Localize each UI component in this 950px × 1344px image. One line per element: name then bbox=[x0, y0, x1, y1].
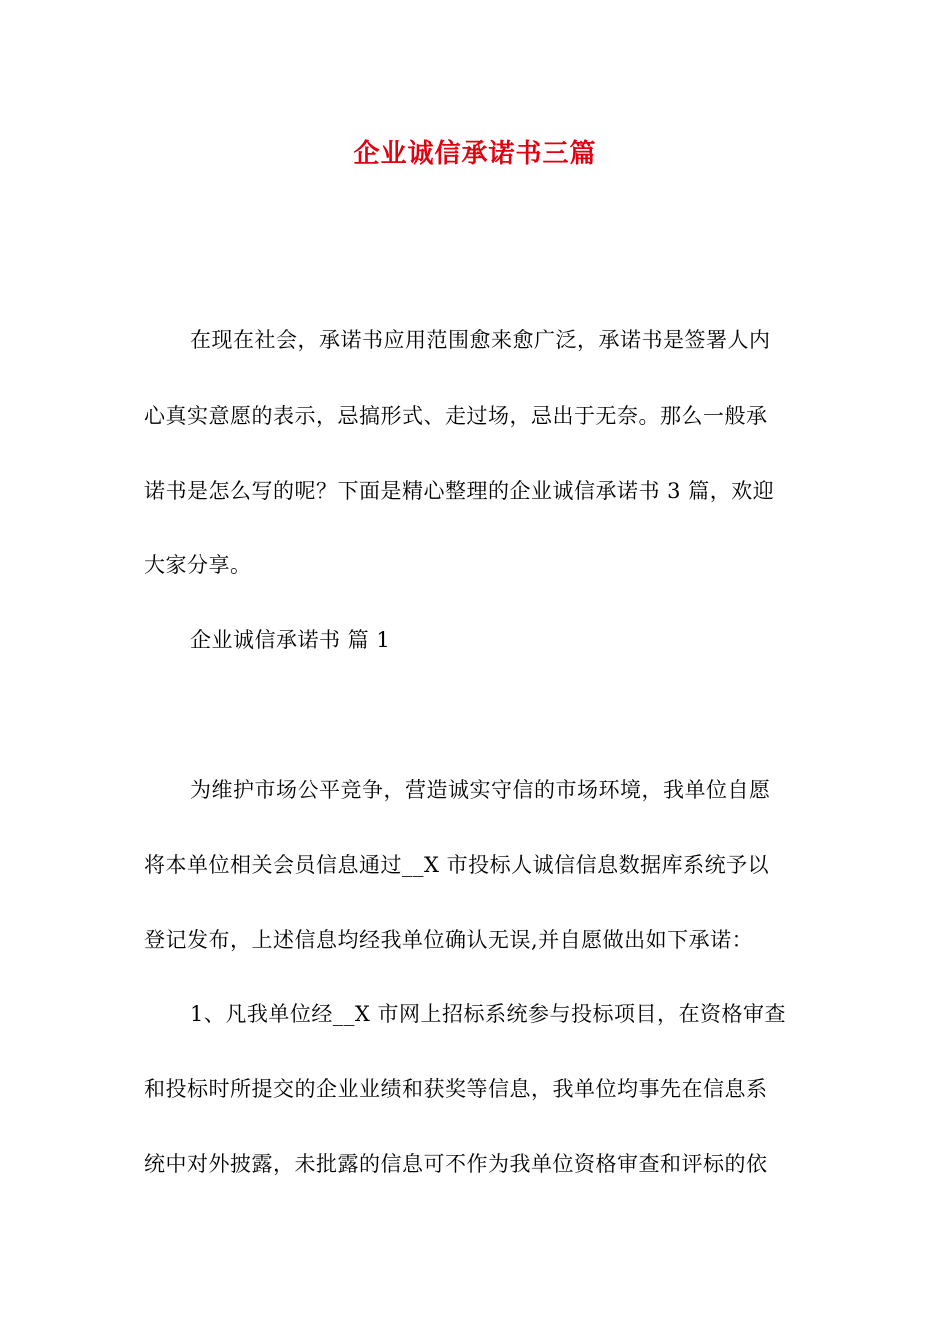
paragraph-line-intro-4: 大家分享。 bbox=[144, 553, 252, 577]
paragraph-line-body-4: 1、凡我单位经__X 市网上招标系统参与投标项目，在资格审查 bbox=[190, 1002, 786, 1026]
paragraph-line-body-2: 将本单位相关会员信息通过__X 市投标人诚信信息数据库系统予以 bbox=[144, 853, 770, 877]
paragraph-line-intro-3: 诺书是怎么写的呢？下面是精心整理的企业诚信承诺书 3 篇，欢迎 bbox=[144, 479, 775, 503]
paragraph-line-body-3: 登记发布，上述信息均经我单位确认无误,并自愿做出如下承诺： bbox=[144, 928, 754, 952]
section-heading-1: 企业诚信承诺书 篇 1 bbox=[190, 628, 391, 652]
document-title: 企业诚信承诺书三篇 bbox=[353, 139, 597, 169]
paragraph-line-body-5: 和投标时所提交的企业业绩和获奖等信息，我单位均事先在信息系 bbox=[144, 1077, 768, 1101]
paragraph-line-body-1: 为维护市场公平竞争，营造诚实守信的市场环境，我单位自愿 bbox=[190, 778, 771, 802]
paragraph-line-intro-1: 在现在社会，承诺书应用范围愈来愈广泛，承诺书是签署人内 bbox=[190, 328, 771, 352]
paragraph-line-body-6: 统中对外披露，未批露的信息可不作为我单位资格审查和评标的依 bbox=[144, 1152, 768, 1176]
paragraph-line-intro-2: 心真实意愿的表示，忌搞形式、走过场，忌出于无奈。那么一般承 bbox=[144, 404, 768, 428]
